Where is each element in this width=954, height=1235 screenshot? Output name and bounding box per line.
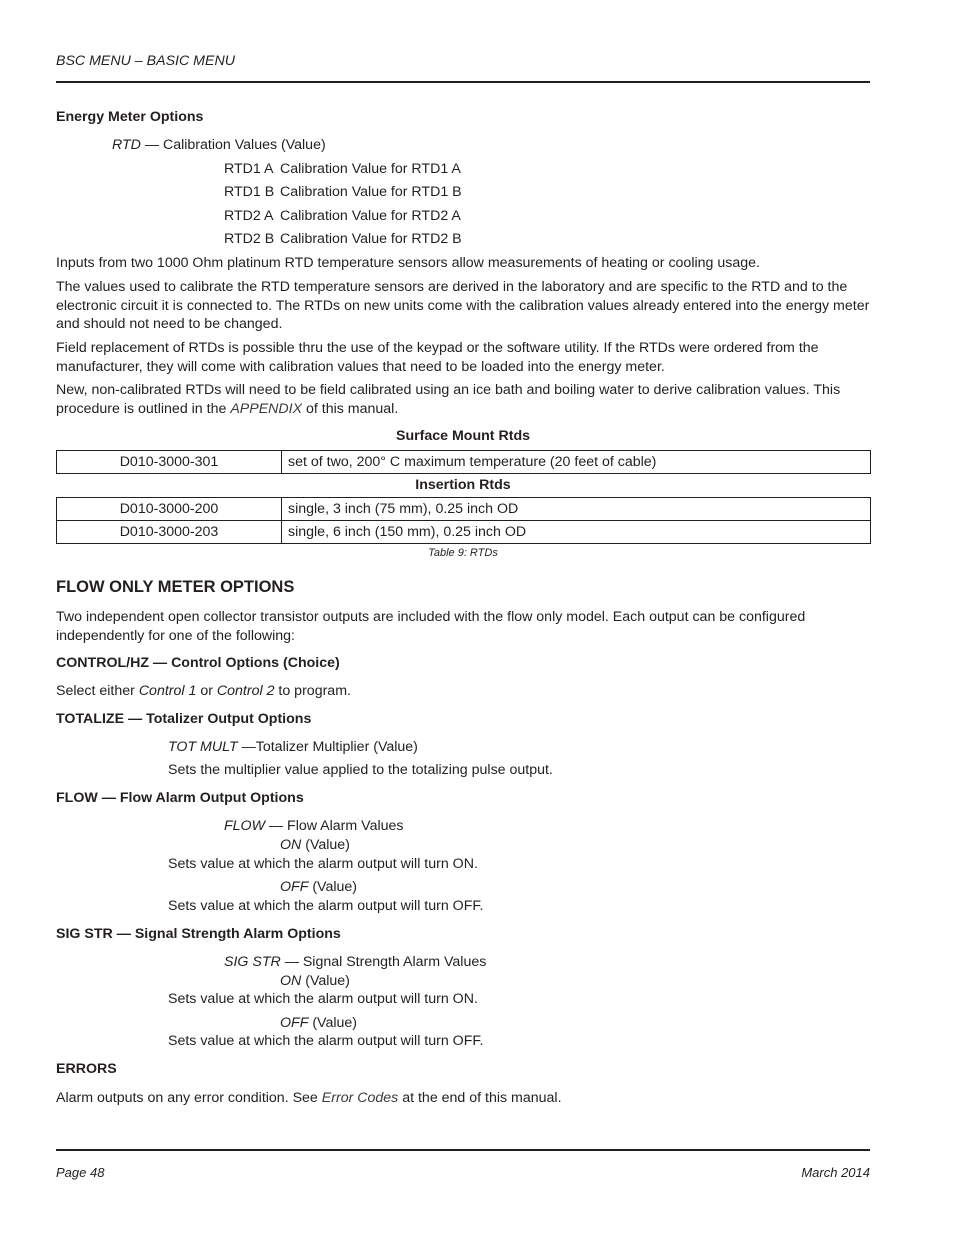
rtd-code: RTD2 B xyxy=(224,231,275,247)
paragraph: Inputs from two 1000 Ohm platinum RTD temperature sensors allow measurements of heating or cooling usage. xyxy=(56,255,760,271)
tot-mult-text: Sets the multiplier value applied to the totalizing pulse output. xyxy=(168,762,553,778)
control-2-term: Control 2 xyxy=(216,683,275,699)
on-value xyxy=(280,837,350,853)
text: (Value) xyxy=(308,1015,357,1031)
text: Alarm outputs on any error condition. See xyxy=(56,1090,322,1106)
description-cell: single, 3 inch (75 mm), 0.25 inch OD xyxy=(282,498,871,521)
flow-definition xyxy=(224,818,403,834)
on-value xyxy=(280,973,350,989)
off-term: OFF xyxy=(280,879,309,895)
table-section-title: Insertion Rtds xyxy=(415,477,511,493)
sig-str-heading: SIG STR — Signal Strength Alarm Options xyxy=(56,926,341,942)
part-number-cell: D010-3000-301 xyxy=(57,451,282,474)
on-text: Sets value at which the alarm output will turn ON. xyxy=(168,991,478,1007)
off-term: OFF xyxy=(280,1015,309,1031)
text: or xyxy=(196,683,217,699)
off-text: Sets value at which the alarm output will turn OFF. xyxy=(168,1033,484,1049)
sig-str-term: SIG STR xyxy=(224,954,281,970)
rtd-code: RTD1 B xyxy=(224,184,275,200)
text: (Value) xyxy=(308,879,357,895)
text: (Value) xyxy=(301,973,350,989)
appendix-link[interactable]: APPENDIX xyxy=(230,400,303,417)
control-text xyxy=(56,683,351,699)
rtd-code-desc: Calibration Value for RTD1 B xyxy=(280,184,462,200)
errors-heading: ERRORS xyxy=(56,1061,117,1077)
off-value xyxy=(280,879,357,895)
flow-term: FLOW xyxy=(224,818,265,834)
text: — Signal Strength Alarm Values xyxy=(280,954,487,970)
rtd-code: RTD1 A xyxy=(224,161,274,177)
rtd-code: RTD2 A xyxy=(224,208,274,224)
running-header: BSC MENU – BASIC MENU xyxy=(56,53,235,69)
table-row xyxy=(57,451,871,474)
description-cell: set of two, 200° C maximum temperature (20 feet of cable) xyxy=(282,451,871,474)
errors-text xyxy=(56,1090,562,1106)
sig-str-definition xyxy=(224,954,486,970)
page-number: Page 48 xyxy=(56,1165,105,1180)
text: (Value) xyxy=(301,837,350,853)
totalize-heading: TOTALIZE — Totalizer Output Options xyxy=(56,711,312,727)
table-caption: Table 9: RTDs xyxy=(428,547,498,559)
text: at the end of this manual. xyxy=(398,1090,562,1106)
insertion-rtd-table xyxy=(56,497,871,544)
rtd-code-desc: Calibration Value for RTD1 A xyxy=(280,161,461,177)
rtd-code-desc: Calibration Value for RTD2 B xyxy=(280,231,462,247)
table-row xyxy=(57,498,871,521)
tot-mult-definition xyxy=(168,739,418,755)
control-1-term: Control 1 xyxy=(138,683,197,699)
paragraph: The values used to calibrate the RTD temperature sensors are derived in the laboratory and are specific to the RTD and to the electronic circuit it is connected to. The RTDs on new units come with the calibration values already entered into the energy meter and should not need to be changed. xyxy=(56,279,870,332)
paragraph: Field replacement of RTDs is possible thru the use of the keypad or the software utility. If the RTDs were ordered from the manufacturer, they will come with calibration values that need to be loaded into the energy meter. xyxy=(56,340,819,375)
paragraph: Two independent open collector transistor outputs are included with the flow only model. Each output can be configured independently for one of the following: xyxy=(56,609,806,644)
header-rule xyxy=(56,81,870,83)
tot-mult-term: TOT MULT xyxy=(168,739,238,755)
paragraph xyxy=(56,381,870,418)
off-text: Sets value at which the alarm output will turn OFF. xyxy=(168,898,484,914)
paragraph-text: New, non-calibrated RTDs will need to be field calibrated using an ice bath and boiling water to derive calibration values. This procedure is outlined in the xyxy=(56,382,841,417)
text: Select either xyxy=(56,683,139,699)
error-codes-link[interactable]: Error Codes xyxy=(321,1090,399,1106)
section-heading: FLOW ONLY METER OPTIONS xyxy=(56,578,295,596)
table-section-title: Surface Mount Rtds xyxy=(396,428,530,444)
part-number-cell: D010-3000-203 xyxy=(57,521,282,544)
on-text: Sets value at which the alarm output will turn ON. xyxy=(168,856,478,872)
description-cell: single, 6 inch (150 mm), 0.25 inch OD xyxy=(282,521,871,544)
part-number-cell: D010-3000-200 xyxy=(57,498,282,521)
rtd-term: RTD xyxy=(112,137,141,153)
on-term: ON xyxy=(280,837,302,853)
flow-heading: FLOW — Flow Alarm Output Options xyxy=(56,790,304,806)
energy-heading: Energy Meter Options xyxy=(56,109,204,125)
text: to program. xyxy=(274,683,351,699)
on-term: ON xyxy=(280,973,302,989)
surface-rtd-table xyxy=(56,450,871,474)
text: — Flow Alarm Values xyxy=(264,818,404,834)
text: —Totalizer Multiplier (Value) xyxy=(237,739,418,755)
control-heading: CONTROL/HZ — Control Options (Choice) xyxy=(56,655,340,671)
off-value xyxy=(280,1015,357,1031)
rtd-code-desc: Calibration Value for RTD2 A xyxy=(280,208,461,224)
paragraph-text: of this manual. xyxy=(302,400,399,417)
table-row xyxy=(57,521,871,544)
rtd-definition xyxy=(112,137,326,153)
rtd-desc: — Calibration Values (Value) xyxy=(140,137,326,153)
footer-rule xyxy=(56,1149,870,1151)
footer-date: March 2014 xyxy=(801,1165,870,1180)
